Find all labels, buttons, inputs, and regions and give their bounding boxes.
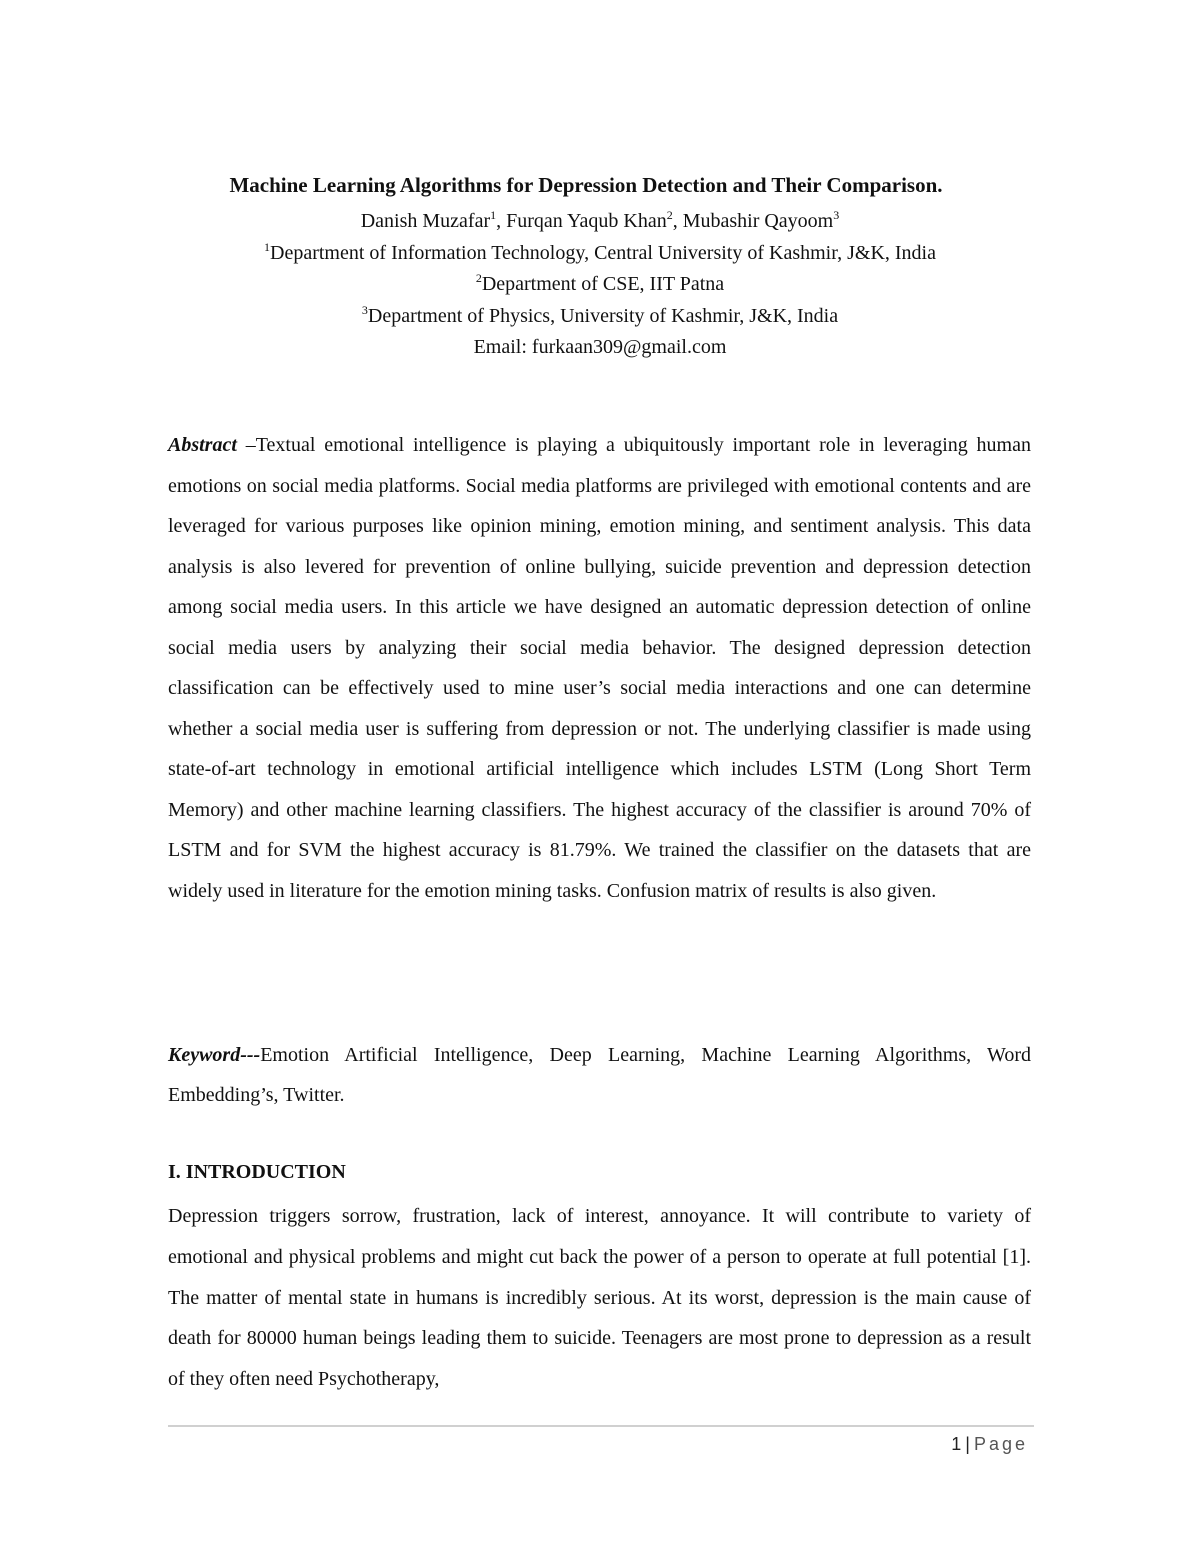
keywords-label: Keyword--- <box>168 1044 261 1066</box>
affiliation-text: Department of Physics, University of Kashmir, J&K, India <box>367 304 839 327</box>
affiliation-text: Department of CSE, IIT Patna <box>481 273 725 295</box>
author-list <box>0 206 1200 238</box>
page-footer <box>951 1432 1028 1456</box>
abstract-paragraph <box>168 425 1031 911</box>
keywords-section <box>168 1035 1031 1115</box>
abstract-label: Abstract <box>168 434 237 456</box>
author-name: Furqan Yaqub Khan <box>506 210 667 232</box>
introduction-heading: I. INTRODUCTION <box>168 1161 346 1183</box>
page-number: 1 <box>951 1434 962 1454</box>
page-label: Page <box>973 1434 1028 1454</box>
author-superscript: 2 <box>666 208 673 222</box>
introduction-text: Depression triggers sorrow, frustration, lack of interest, annoyance. It will contribute to variety of emotional and physical problems and might cut back the power of a person to operate at full potential [1]. The matter of mental state in humans is incredibly serious. At its worst, depression is the main cause of death for 80000 human beings leading them to suicide. Teenagers are most prone to depression as a result of they often need Psychotherapy, <box>168 1205 1031 1391</box>
contact-email: Email: furkaan309@gmail.com <box>473 336 727 358</box>
affiliation-line <box>0 269 1200 301</box>
paper-title: Machine Learning Algorithms for Depression Detection and Their Comparison. <box>229 173 943 197</box>
footer-divider <box>168 1425 1034 1427</box>
affiliation-superscript: 2 <box>475 271 482 285</box>
abstract-text: –Textual emotional intelligence is playing a ubiquitously important role in leveraging human emotions on social media platforms. Social media platforms are privileged with emotional contents and are leveraged for various purposes like opinion mining, emotion mining, and sentiment analysis. This data analysis is also levered for prevention of online bullying, suicide prevention and depression detection among social media users. In this article we have designed an automatic depression detection of online social media users by analyzing their social media behavior. The designed depression detection classification can be effectively used to mine user’s social media interactions and one can determine whether a social media user is suffering from depression or not. The underlying classifier is made using state-of-art technology in emotional artificial intelligence which includes LSTM (Long Short Term Memory) and other machine learning classifiers. The highest accuracy of the classifier is around 70% of LSTM and for SVM the highest accuracy is 81.79%. We trained the classifier on the datasets that are widely used in literature for the emotion mining tasks. Confusion matrix of results is also given. <box>168 434 1031 902</box>
author-superscript: 3 <box>833 208 840 222</box>
author-name: Danish Muzafar <box>360 210 491 232</box>
affiliation-superscript: 3 <box>361 302 368 317</box>
affiliation-line <box>0 238 1200 270</box>
abstract-section <box>168 425 1031 911</box>
author-separator: , <box>496 210 507 232</box>
author-superscript: 1 <box>490 208 497 222</box>
affiliation-text: Department of Information Technology, Central University of Kashmir, J&K, India <box>270 241 936 264</box>
affiliation-superscript: 1 <box>264 239 270 254</box>
author-name: Mubashir Qayoom <box>682 210 834 232</box>
author-separator: , <box>672 210 683 232</box>
keywords-text: Emotion Artificial Intelligence, Deep Learning, Machine Learning Algorithms, Word Embedding’s, Twitter. <box>168 1044 1031 1106</box>
footer-separator: | <box>965 1434 970 1454</box>
affiliation-line <box>0 301 1200 333</box>
author-block <box>0 206 1200 364</box>
